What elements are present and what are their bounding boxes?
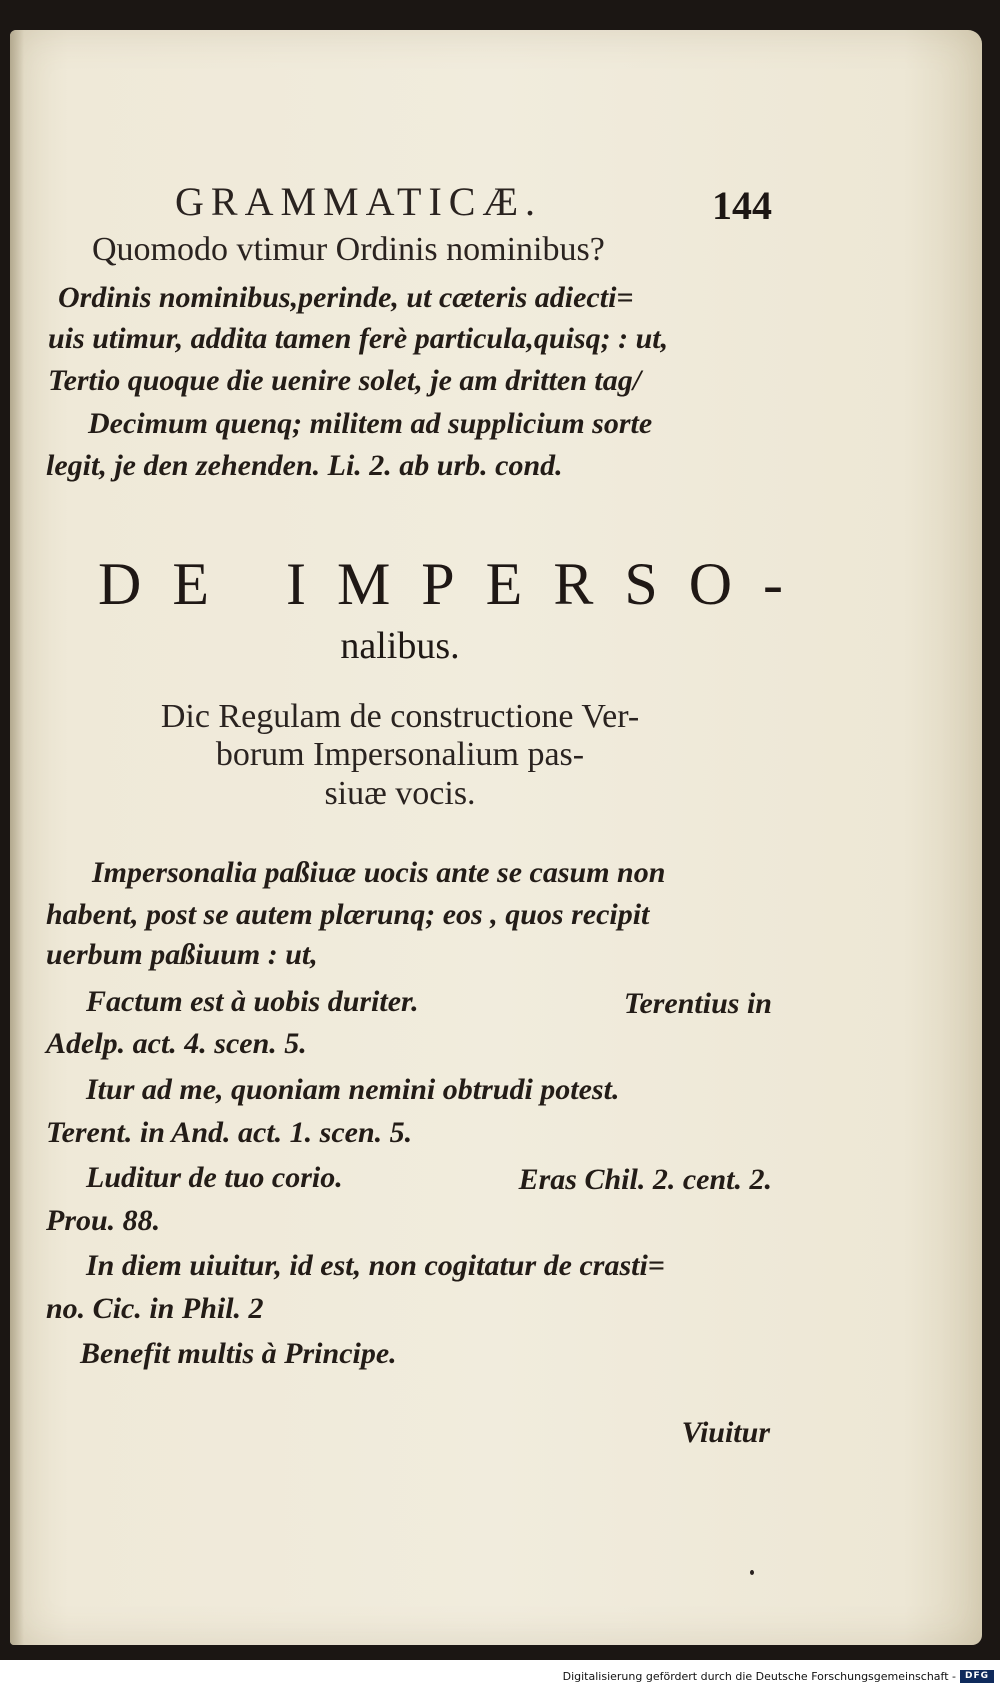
- citation: Adelp. act. 4. scen. 5.: [46, 1027, 307, 1060]
- page-number: 144: [712, 183, 772, 228]
- example-line: no. Cic. in Phil. 2: [46, 1292, 264, 1325]
- ink-speck: [750, 1570, 754, 1575]
- book-page: [10, 30, 982, 1645]
- section-heading-continued: nalibus.: [340, 625, 460, 667]
- text-line: Impersonalia paßiuæ uocis ante se casum non: [92, 856, 666, 889]
- example-line: Benefit multis à Principe.: [80, 1337, 397, 1370]
- citation: Terent. in And. act. 1. scen. 5.: [46, 1116, 413, 1149]
- example-line: Itur ad me, quoniam nemini obtrudi potest.: [86, 1073, 620, 1106]
- citation: Eras Chil. 2. cent. 2.: [518, 1163, 772, 1196]
- text-line: uis utimur, addita tamen ferè particula,quisq; : ut,: [48, 322, 669, 355]
- running-head: GRAMMATICÆ.: [175, 179, 543, 224]
- text-line: Ordinis nominibus,perinde, ut cæteris adiecti=: [58, 281, 634, 314]
- page-gutter-shadow: [10, 30, 24, 1645]
- citation: Terentius in: [623, 987, 772, 1020]
- subheading-line: Dic Regulam de constructione Ver-: [160, 698, 640, 735]
- catchword: Viuitur: [681, 1416, 770, 1449]
- section-heading: DE IMPERSO-: [98, 551, 815, 617]
- footer-credit: Digitalisierung gefördert durch die Deutsche Forschungsgemeinschaft -: [562, 1670, 956, 1683]
- example-line: Luditur de tuo corio.: [86, 1161, 343, 1194]
- text-line: legit, je den zehenden. Li. 2. ab urb. cond.: [46, 449, 563, 482]
- subheading-line: siuæ vocis.: [324, 775, 476, 812]
- example-line: In diem uiuitur, id est, non cogitatur de crasti=: [86, 1249, 665, 1282]
- example-line: Factum est à uobis duriter.: [86, 985, 419, 1018]
- text-line: Tertio quoque die uenire solet, je am dritten tag/: [48, 364, 642, 397]
- citation: Prou. 88.: [46, 1204, 161, 1237]
- text-line: uerbum paßiuum : ut,: [46, 938, 318, 971]
- text-line: Decimum quenq; militem ad supplicium sorte: [88, 407, 653, 440]
- dfg-logo-icon: DFG: [960, 1670, 994, 1683]
- text-line: habent, post se autem plærunq; eos , quos recipit: [46, 898, 650, 931]
- question-heading: Quomodo vtimur Ordinis nominibus?: [92, 231, 605, 268]
- subheading-line: borum Impersonalium pas-: [215, 736, 585, 773]
